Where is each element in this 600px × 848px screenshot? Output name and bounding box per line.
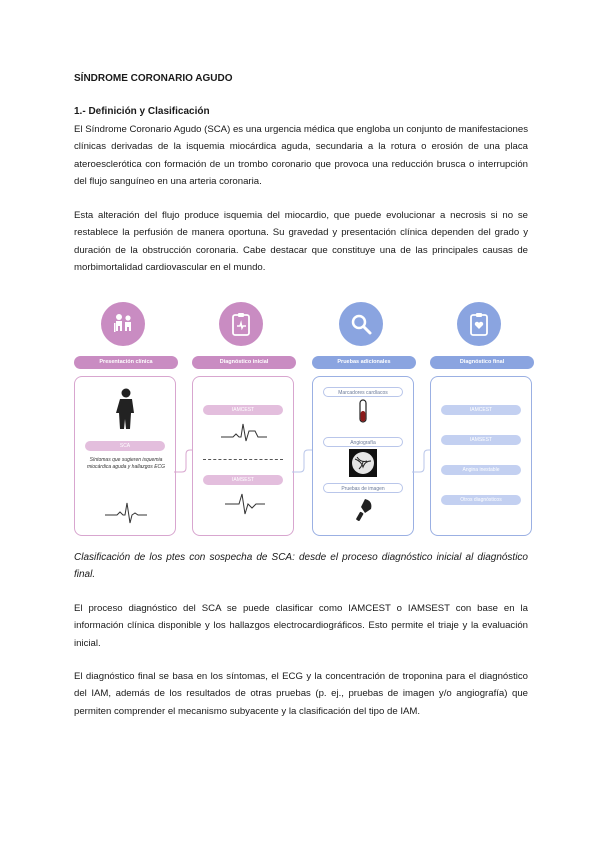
symptoms-description: Síntomas que sugieren isquemia miocárdica aguda y hallazgos ECG bbox=[86, 457, 166, 470]
figure-caption: Clasificación de los ptes con sospecha de SCA: desde el proceso diagnóstico inicial al diagnóstico final. bbox=[74, 552, 528, 581]
unstable-angina-tag: Angina inestable bbox=[441, 465, 521, 475]
stage-initial-diagnosis bbox=[192, 298, 300, 543]
connector-arrow-1 bbox=[174, 448, 194, 478]
angiography-image-icon bbox=[349, 449, 377, 477]
stage-label-clinical: Presentación clínica bbox=[74, 356, 178, 369]
sca-diagnosis-flow-diagram bbox=[74, 298, 534, 543]
stage-label-tests: Pruebas adicionales bbox=[312, 356, 416, 369]
cardiac-markers-tag: Marcadores cardíacos bbox=[323, 387, 403, 397]
final-nstemi-tag: IAMSEST bbox=[441, 435, 521, 445]
sca-tag: SCA bbox=[85, 441, 165, 451]
test-tube-icon bbox=[357, 399, 369, 425]
final-stemi-tag: IAMCEST bbox=[441, 405, 521, 415]
chest-pain-person-icon bbox=[111, 387, 141, 431]
ecg-trace-icon bbox=[105, 501, 147, 525]
other-diagnoses-tag: Otros diagnósticos bbox=[441, 495, 521, 505]
paragraph-ischemia: Esta alteración del flujo produce isquemia del miocardio, que puede evolucionar a necrosis si no se restablece la perfusión de manera oportuna. Su gravedad y presentación clínica dependen del grado y duración de la obstrucción coronaria. Cabe destacar que constituye una de las principales causas de morbimortalidad cardiovascular en el mundo. bbox=[74, 210, 528, 273]
paragraph-diagnostic-process: El proceso diagnóstico del SCA se puede clasificar como IAMCEST o IAMSEST con base en la información clínica disponible y los hallazgos electrocardiográficos. Esto permite el triaje y la evaluación inicial. bbox=[74, 603, 528, 649]
divider bbox=[203, 459, 283, 460]
initial-nstemi-tag: IAMSEST bbox=[203, 475, 283, 485]
patient-caregiver-icon bbox=[101, 302, 145, 346]
stage-clinical-presentation bbox=[74, 298, 182, 543]
stage-box-tests bbox=[312, 376, 414, 536]
nstemi-ecg-icon bbox=[225, 492, 265, 516]
imaging-tests-tag: Pruebas de imagen bbox=[323, 483, 403, 493]
connector-arrow-3 bbox=[412, 448, 432, 478]
stage-label-final: Diagnóstico final bbox=[430, 356, 534, 369]
clipboard-ecg-icon bbox=[219, 302, 263, 346]
stage-box-initial bbox=[192, 376, 294, 536]
stemi-ecg-icon bbox=[221, 421, 267, 445]
stage-box-clinical bbox=[74, 376, 176, 536]
magnifier-icon bbox=[339, 302, 383, 346]
ultrasound-probe-icon bbox=[353, 497, 375, 523]
section-title: 1.- Definición y Clasificación bbox=[74, 106, 210, 117]
stage-label-initial: Diagnóstico inicial bbox=[192, 356, 296, 369]
stage-box-final bbox=[430, 376, 532, 536]
angiography-tag: Angiografía bbox=[323, 437, 403, 447]
initial-stemi-tag: IAMCEST bbox=[203, 405, 283, 415]
stage-additional-tests bbox=[312, 298, 420, 543]
document-title: SÍNDROME CORONARIO AGUDO bbox=[74, 73, 233, 84]
stage-final-diagnosis bbox=[430, 298, 538, 543]
paragraph-definition: El Síndrome Coronario Agudo (SCA) es una urgencia médica que engloba un conjunto de manifestaciones clínicas derivadas de la isquemia miocárdica aguda, secundaria a la rotura o erosión de una placa ateroesclerótica con formación de un trombo coronario que provoca una reducción brusca o interrupción del flujo sanguíneo en una arteria coronaria. bbox=[74, 124, 528, 187]
connector-arrow-2 bbox=[292, 448, 312, 478]
paragraph-final-diagnosis: El diagnóstico final se basa en los síntomas, el ECG y la concentración de troponina para el diagnóstico del IAM, además de los resultados de otras pruebas (p. ej., pruebas de imagen y/o angiografía) que permiten comprender el mecanismo subyacente y la clasificación del tipo de IAM. bbox=[74, 671, 528, 717]
clipboard-heart-icon bbox=[457, 302, 501, 346]
